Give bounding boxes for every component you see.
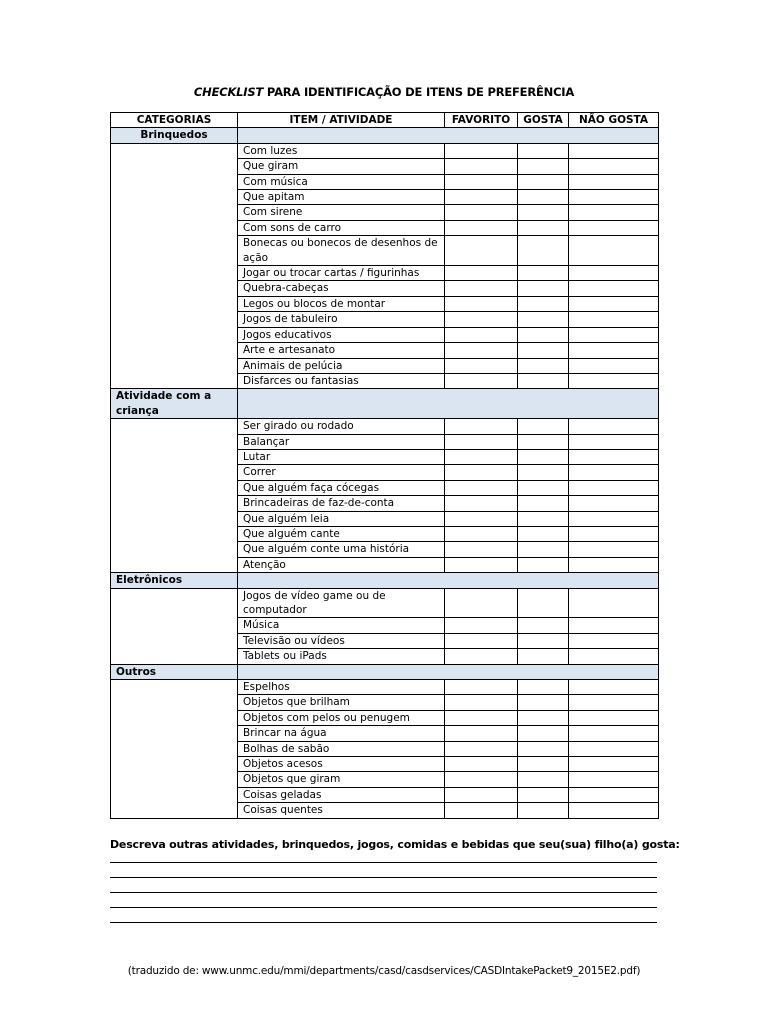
item-label: Com sirene	[238, 205, 445, 220]
item-label: Com sons de carro	[238, 220, 445, 235]
other-activities-prompt: Descreva outras atividades, brinquedos, jogos, comidas e bebidas que seu(sua) filho(a) gosta:	[110, 838, 680, 851]
nao-gosta-cell[interactable]	[569, 159, 659, 174]
nao-gosta-cell[interactable]	[569, 803, 659, 818]
gosta-cell[interactable]	[518, 281, 569, 296]
nao-gosta-cell[interactable]	[569, 526, 659, 541]
item-label: Televisão ou vídeos	[238, 633, 445, 648]
item-label: Arte e artesanato	[238, 343, 445, 358]
gosta-cell[interactable]	[518, 695, 569, 710]
preference-checklist-table	[110, 112, 659, 819]
answer-line[interactable]	[110, 922, 657, 923]
nao-gosta-cell[interactable]	[569, 710, 659, 725]
nao-gosta-cell[interactable]	[569, 588, 659, 618]
favorito-cell[interactable]	[445, 542, 518, 557]
nao-gosta-cell[interactable]	[569, 205, 659, 220]
category-row-brinquedos	[111, 128, 659, 143]
nao-gosta-cell[interactable]	[569, 327, 659, 342]
nao-gosta-cell[interactable]	[569, 358, 659, 373]
gosta-cell[interactable]	[518, 511, 569, 526]
favorito-cell[interactable]	[445, 419, 518, 434]
gosta-cell[interactable]	[518, 618, 569, 633]
item-label: Brincadeiras de faz-de-conta	[238, 496, 445, 511]
favorito-cell[interactable]	[445, 772, 518, 787]
item-label: Que alguém leia	[238, 511, 445, 526]
favorito-cell[interactable]	[445, 526, 518, 541]
favorito-cell[interactable]	[445, 649, 518, 664]
favorito-cell[interactable]	[445, 434, 518, 449]
gosta-cell[interactable]	[518, 787, 569, 802]
gosta-cell[interactable]	[518, 143, 569, 158]
checklist-body	[111, 128, 659, 818]
gosta-cell[interactable]	[518, 159, 569, 174]
favorito-cell[interactable]	[445, 480, 518, 495]
answer-line[interactable]	[110, 877, 657, 878]
category-blank-cell	[111, 419, 238, 573]
table-row	[111, 419, 659, 434]
nao-gosta-cell[interactable]	[569, 266, 659, 281]
gosta-cell[interactable]	[518, 296, 569, 311]
favorito-cell[interactable]	[445, 143, 518, 158]
nao-gosta-cell[interactable]	[569, 343, 659, 358]
gosta-cell[interactable]	[518, 757, 569, 772]
item-label: Jogar ou trocar cartas / figurinhas	[238, 266, 445, 281]
favorito-cell[interactable]	[445, 803, 518, 818]
favorito-cell[interactable]	[445, 343, 518, 358]
favorito-cell[interactable]	[445, 757, 518, 772]
favorito-cell[interactable]	[445, 174, 518, 189]
favorito-cell[interactable]	[445, 266, 518, 281]
gosta-cell[interactable]	[518, 174, 569, 189]
item-label: Com música	[238, 174, 445, 189]
category-fill	[238, 664, 659, 679]
category-row-eletronicos	[111, 573, 659, 588]
item-label: Bolhas de sabão	[238, 741, 445, 756]
favorito-cell[interactable]	[445, 511, 518, 526]
item-label: Coisas quentes	[238, 803, 445, 818]
favorito-cell[interactable]	[445, 236, 518, 266]
gosta-cell[interactable]	[518, 588, 569, 618]
favorito-cell[interactable]	[445, 220, 518, 235]
favorito-cell[interactable]	[445, 296, 518, 311]
favorito-cell[interactable]	[445, 449, 518, 464]
table-row	[111, 588, 659, 618]
gosta-cell[interactable]	[518, 358, 569, 373]
item-label: Jogos de tabuleiro	[238, 312, 445, 327]
source-footer: (traduzido de: www.unmc.edu/mmi/departments/casd/casdservices/CASDIntakePacket9_2015E2.pdf)	[127, 965, 641, 977]
header-favorito: FAVORITO	[445, 113, 518, 128]
favorito-cell[interactable]	[445, 281, 518, 296]
gosta-cell[interactable]	[518, 449, 569, 464]
gosta-cell[interactable]	[518, 772, 569, 787]
favorito-cell[interactable]	[445, 633, 518, 648]
nao-gosta-cell[interactable]	[569, 787, 659, 802]
nao-gosta-cell[interactable]	[569, 496, 659, 511]
header-item-atividade: ITEM / ATIVIDADE	[238, 113, 445, 128]
nao-gosta-cell[interactable]	[569, 741, 659, 756]
nao-gosta-cell[interactable]	[569, 757, 659, 772]
item-label: Que apitam	[238, 190, 445, 205]
category-blank-cell	[111, 680, 238, 819]
item-label: Que alguém faça cócegas	[238, 480, 445, 495]
item-label: Que giram	[238, 159, 445, 174]
gosta-cell[interactable]	[518, 649, 569, 664]
favorito-cell[interactable]	[445, 190, 518, 205]
item-label: Que alguém conte uma história	[238, 542, 445, 557]
item-label: Balançar	[238, 434, 445, 449]
nao-gosta-cell[interactable]	[569, 190, 659, 205]
gosta-cell[interactable]	[518, 803, 569, 818]
nao-gosta-cell[interactable]	[569, 557, 659, 572]
item-label: Jogos de vídeo game ou de computador	[238, 588, 445, 618]
gosta-cell[interactable]	[518, 542, 569, 557]
nao-gosta-cell[interactable]	[569, 511, 659, 526]
gosta-cell[interactable]	[518, 526, 569, 541]
table-row	[111, 143, 659, 158]
gosta-cell[interactable]	[518, 327, 569, 342]
nao-gosta-cell[interactable]	[569, 465, 659, 480]
nao-gosta-cell[interactable]	[569, 695, 659, 710]
nao-gosta-cell[interactable]	[569, 312, 659, 327]
item-label: Objetos que giram	[238, 772, 445, 787]
category-blank-cell	[111, 588, 238, 664]
nao-gosta-cell[interactable]	[569, 542, 659, 557]
gosta-cell[interactable]	[518, 190, 569, 205]
gosta-cell[interactable]	[518, 680, 569, 695]
category-row-atividade-com-a-crianca	[111, 389, 659, 419]
favorito-cell[interactable]	[445, 327, 518, 342]
item-label: Brincar na água	[238, 726, 445, 741]
gosta-cell[interactable]	[518, 434, 569, 449]
favorito-cell[interactable]	[445, 695, 518, 710]
nao-gosta-cell[interactable]	[569, 236, 659, 266]
item-label: Atenção	[238, 557, 445, 572]
item-label: Coisas geladas	[238, 787, 445, 802]
document-title	[0, 85, 768, 99]
gosta-cell[interactable]	[518, 343, 569, 358]
gosta-cell[interactable]	[518, 480, 569, 495]
table-row	[111, 680, 659, 695]
item-label: Tablets ou iPads	[238, 649, 445, 664]
gosta-cell[interactable]	[518, 726, 569, 741]
answer-line[interactable]	[110, 892, 657, 893]
gosta-cell[interactable]	[518, 373, 569, 388]
nao-gosta-cell[interactable]	[569, 633, 659, 648]
favorito-cell[interactable]	[445, 205, 518, 220]
gosta-cell[interactable]	[518, 465, 569, 480]
favorito-cell[interactable]	[445, 618, 518, 633]
item-label: Objetos acesos	[238, 757, 445, 772]
favorito-cell[interactable]	[445, 358, 518, 373]
item-label: Legos ou blocos de montar	[238, 296, 445, 311]
gosta-cell[interactable]	[518, 266, 569, 281]
favorito-cell[interactable]	[445, 496, 518, 511]
favorito-cell[interactable]	[445, 312, 518, 327]
header-gosta: GOSTA	[518, 113, 569, 128]
category-fill	[238, 389, 659, 419]
favorito-cell[interactable]	[445, 726, 518, 741]
gosta-cell[interactable]	[518, 710, 569, 725]
favorito-cell[interactable]	[445, 465, 518, 480]
item-label: Com luzes	[238, 143, 445, 158]
category-fill	[238, 128, 659, 143]
answer-line[interactable]	[110, 862, 657, 863]
item-label: Disfarces ou fantasias	[238, 373, 445, 388]
item-label: Objetos com pelos ou penugem	[238, 710, 445, 725]
gosta-cell[interactable]	[518, 557, 569, 572]
favorito-cell[interactable]	[445, 159, 518, 174]
header-row	[111, 113, 659, 128]
item-label: Música	[238, 618, 445, 633]
gosta-cell[interactable]	[518, 312, 569, 327]
gosta-cell[interactable]	[518, 236, 569, 266]
item-label: Ser girado ou rodado	[238, 419, 445, 434]
nao-gosta-cell[interactable]	[569, 373, 659, 388]
item-label: Objetos que brilham	[238, 695, 445, 710]
favorito-cell[interactable]	[445, 787, 518, 802]
gosta-cell[interactable]	[518, 419, 569, 434]
nao-gosta-cell[interactable]	[569, 143, 659, 158]
item-label: Quebra-cabeças	[238, 281, 445, 296]
item-label: Animais de pelúcia	[238, 358, 445, 373]
nao-gosta-cell[interactable]	[569, 220, 659, 235]
favorito-cell[interactable]	[445, 680, 518, 695]
item-label: Espelhos	[238, 680, 445, 695]
nao-gosta-cell[interactable]	[569, 296, 659, 311]
category-name: Outros	[111, 664, 238, 679]
favorito-cell[interactable]	[445, 710, 518, 725]
category-blank-cell	[111, 143, 238, 389]
gosta-cell[interactable]	[518, 741, 569, 756]
category-fill	[238, 573, 659, 588]
item-label: Correr	[238, 465, 445, 480]
nao-gosta-cell[interactable]	[569, 772, 659, 787]
gosta-cell[interactable]	[518, 205, 569, 220]
title-rest: PARA IDENTIFICAÇÃO DE ITENS DE PREFERÊNCIA	[263, 85, 575, 99]
item-label: Jogos educativos	[238, 327, 445, 342]
category-row-outros	[111, 664, 659, 679]
nao-gosta-cell[interactable]	[569, 449, 659, 464]
category-name: Eletrônicos	[111, 573, 238, 588]
nao-gosta-cell[interactable]	[569, 726, 659, 741]
nao-gosta-cell[interactable]	[569, 649, 659, 664]
header-categorias: CATEGORIAS	[111, 113, 238, 128]
favorito-cell[interactable]	[445, 373, 518, 388]
nao-gosta-cell[interactable]	[569, 434, 659, 449]
nao-gosta-cell[interactable]	[569, 480, 659, 495]
nao-gosta-cell[interactable]	[569, 419, 659, 434]
nao-gosta-cell[interactable]	[569, 174, 659, 189]
item-label: Que alguém cante	[238, 526, 445, 541]
favorito-cell[interactable]	[445, 557, 518, 572]
category-name: Atividade com a criança	[111, 389, 238, 419]
gosta-cell[interactable]	[518, 220, 569, 235]
category-name: Brinquedos	[111, 128, 238, 143]
nao-gosta-cell[interactable]	[569, 680, 659, 695]
favorito-cell[interactable]	[445, 588, 518, 618]
item-label: Bonecas ou bonecos de desenhos de ação	[238, 236, 445, 266]
answer-line[interactable]	[110, 907, 657, 908]
favorito-cell[interactable]	[445, 741, 518, 756]
title-italic: CHECKLIST	[193, 85, 264, 99]
item-label: Lutar	[238, 449, 445, 464]
gosta-cell[interactable]	[518, 496, 569, 511]
header-nao-gosta: NÃO GOSTA	[569, 113, 659, 128]
nao-gosta-cell[interactable]	[569, 281, 659, 296]
nao-gosta-cell[interactable]	[569, 618, 659, 633]
gosta-cell[interactable]	[518, 633, 569, 648]
